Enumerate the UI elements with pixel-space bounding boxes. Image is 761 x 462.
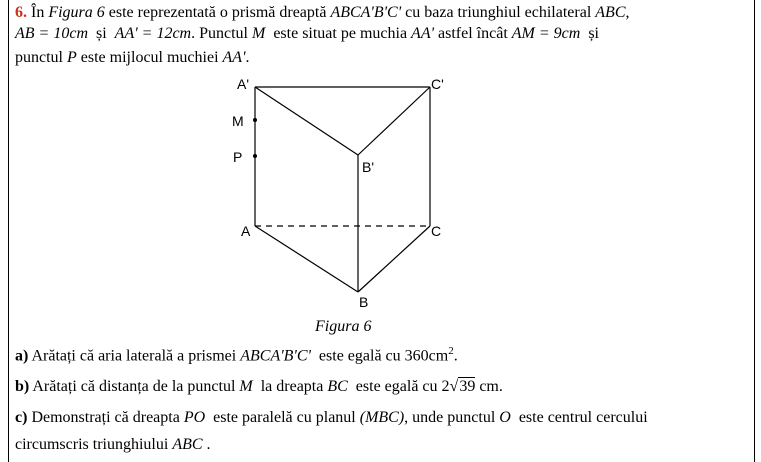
text: Arătați că aria laterală a prismei	[31, 347, 237, 365]
point-o: O	[499, 409, 511, 426]
point-p: P	[67, 49, 77, 66]
triangle-abc: ABC	[172, 436, 203, 453]
label-p: P	[233, 149, 243, 165]
part-b: b) Arătați că distanța de la punctul M la dreapta BC este egală cu 2√39 cm.	[15, 378, 503, 395]
text: la dreapta	[260, 378, 324, 395]
figure-ref: Figura 6	[48, 4, 105, 21]
problem-number: 6.	[15, 4, 27, 21]
base-name: ABC	[595, 4, 626, 21]
text: este reprezentată o prismă dreaptă	[108, 4, 327, 21]
label-b1: B'	[362, 159, 375, 175]
distance-unit: cm	[479, 378, 499, 395]
text: este egală cu	[318, 347, 401, 365]
area-exponent: 2	[448, 345, 454, 357]
aa-length: AA' = 12cm	[114, 25, 192, 42]
radicand: 39	[459, 378, 476, 395]
text: este mijlocul muchiei	[80, 49, 219, 66]
part-c-continued: circumscris triunghiului ABC .	[15, 436, 211, 453]
label-m: M	[232, 113, 244, 129]
point-p-dot	[253, 154, 257, 158]
distance-coef: 2	[441, 378, 450, 395]
text: Demonstrați că dreapta	[31, 409, 180, 426]
edge-aa: AA'	[411, 25, 435, 42]
text: circumscris triunghiului	[15, 436, 169, 453]
text: . Punctul	[191, 25, 248, 42]
text: astfel încât	[438, 25, 508, 42]
part-c-label: c)	[15, 409, 28, 426]
text: și	[96, 25, 107, 42]
sqrt-symbol: √	[449, 378, 459, 395]
text: , unde punctul	[404, 409, 496, 426]
edge-a-b	[255, 226, 358, 292]
text: ,	[625, 4, 630, 21]
edge-c1-b1	[358, 87, 430, 155]
text: punctul	[15, 49, 63, 66]
prism-name: ABCA'B'C'	[330, 4, 402, 21]
label-a: A	[241, 223, 251, 239]
edge-a1-b1	[255, 87, 358, 155]
text: este situat pe muchia	[273, 25, 408, 42]
area-value: 360cm	[404, 347, 449, 365]
text: Arătați că distanța de la punctul	[32, 378, 236, 395]
text: cu baza triunghiul echilateral	[405, 4, 592, 21]
am-length: AM = 9cm	[511, 25, 581, 42]
figure-caption: Figura 6	[315, 318, 372, 335]
ab-length: AB = 10cm	[15, 25, 88, 42]
label-a1: A'	[237, 76, 250, 92]
text: este paralelă cu planul	[213, 409, 356, 426]
label-c1: C'	[431, 76, 444, 92]
text: .	[245, 49, 250, 66]
line-po: PO	[183, 409, 206, 426]
text: și	[588, 25, 599, 42]
edge-c-b	[358, 226, 430, 292]
plane-mbc: (MBC)	[359, 409, 405, 426]
part-a: a) Arătați că aria laterală a prismei ABCA'B'C' este egală cu $360cm^2$.	[15, 345, 458, 365]
line-bc: BC	[327, 378, 348, 395]
part-c	[15, 409, 648, 427]
prism-name: ABCA'B'C'	[240, 347, 311, 365]
point-m: M	[251, 25, 266, 42]
label-c: C	[431, 223, 442, 239]
part-b-label: b)	[15, 378, 30, 395]
edge-aa: AA'	[222, 49, 246, 66]
text: În	[31, 4, 45, 21]
part-a-label: a)	[15, 347, 29, 365]
label-b: B	[359, 294, 369, 310]
text: este centrul cercului	[518, 409, 648, 426]
point-m: M	[239, 378, 253, 395]
point-m-dot	[253, 118, 257, 122]
text: este egală cu	[355, 378, 438, 395]
